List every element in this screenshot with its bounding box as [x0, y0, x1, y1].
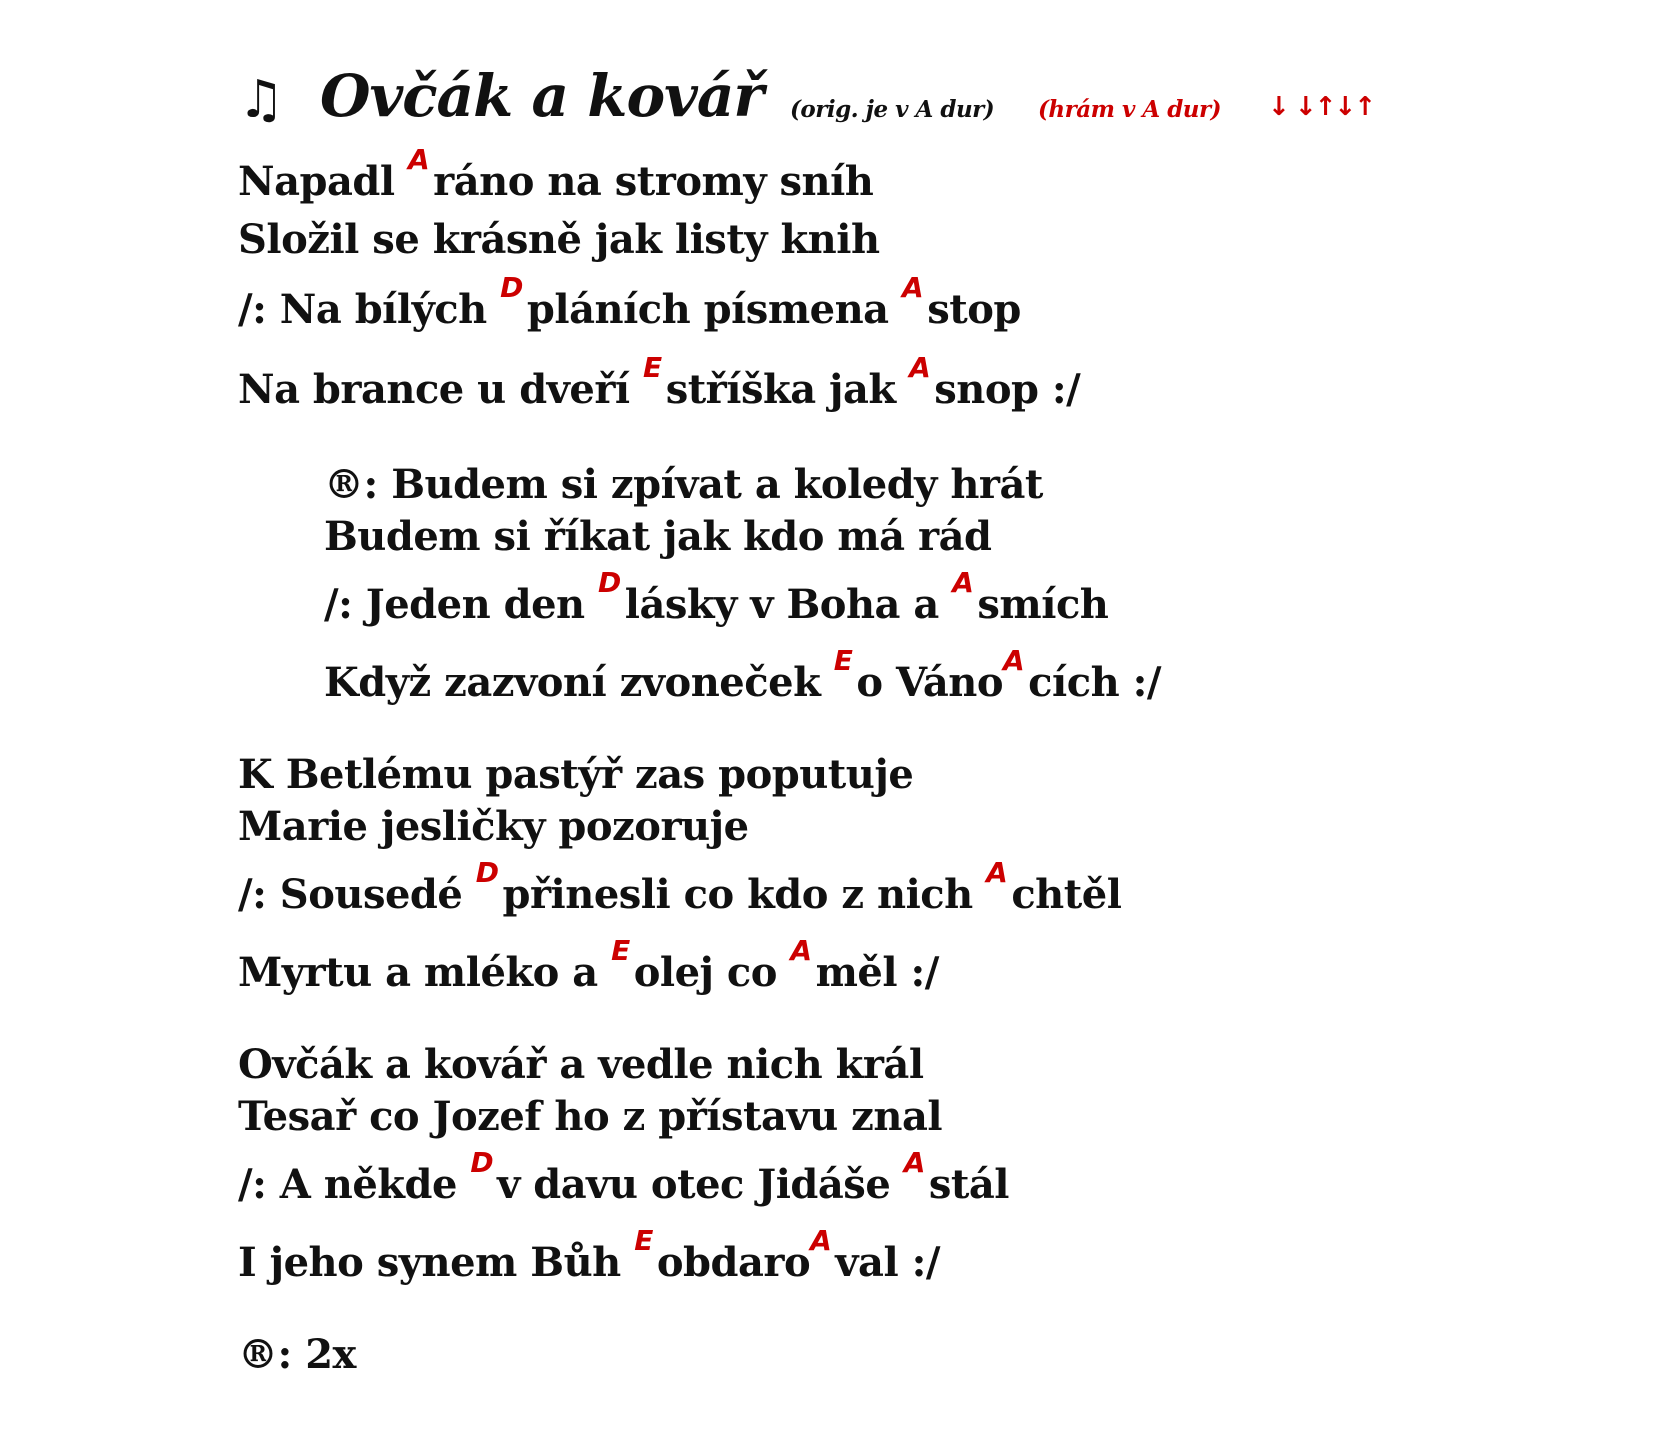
- chord-marker: A: [1003, 644, 1025, 677]
- lyric-text: /: Jeden den: [324, 581, 599, 628]
- lyric-text: Na brance u dveří: [238, 366, 644, 413]
- lyric-text: lásky v Boha a: [624, 581, 953, 628]
- lyric-text: cích :/: [1028, 659, 1161, 706]
- lyric-line: [238, 1146, 1009, 1208]
- lyric-text: obdaro: [656, 1239, 811, 1286]
- lyric-line: [238, 856, 1122, 918]
- lyric-text: přinesli co kdo z nich: [502, 871, 987, 918]
- lyric-text: stříška jak: [665, 366, 910, 413]
- lyric-text: o Váno: [856, 659, 1003, 706]
- lyric-line: [238, 216, 880, 263]
- chord-marker: D: [598, 566, 621, 599]
- chord-marker: E: [611, 934, 630, 967]
- lyric-text: olej co: [633, 949, 791, 996]
- strumming-pattern: ↓ ↓↑↓↑: [1268, 92, 1374, 122]
- lyric-text: /: A někde: [238, 1161, 471, 1208]
- lyric-text: ®: 2x: [238, 1331, 356, 1378]
- lyric-text: Marie jesličky pozoruje: [238, 803, 749, 850]
- lyric-text: stop: [927, 286, 1021, 333]
- lyric-text: měl :/: [815, 949, 939, 996]
- lyric-line: [238, 271, 1021, 333]
- lyric-text: ®: Budem si zpívat a koledy hrát: [324, 461, 1043, 508]
- chord-marker: E: [833, 644, 853, 677]
- song-title: Ovčák a kovář: [320, 62, 763, 130]
- lyric-text: K Betlému pastýř zas poputuje: [238, 751, 914, 798]
- lyric-text: ráno na stromy sníh: [433, 158, 874, 205]
- lyric-text: snop :/: [934, 366, 1081, 413]
- lyric-line: [238, 1093, 943, 1140]
- lyric-line: [238, 1224, 940, 1286]
- lyric-text: val :/: [835, 1239, 940, 1286]
- lyric-text: /: Sousedé: [238, 871, 476, 918]
- lyric-text: stál: [928, 1161, 1009, 1208]
- lyric-line: [324, 461, 1043, 508]
- lyric-text: Když zazvoní zvoneček: [324, 659, 834, 706]
- lyric-line: [238, 351, 1081, 413]
- lyric-line: [324, 644, 1161, 706]
- music-note-icon: ♫: [238, 70, 285, 130]
- chord-marker: A: [810, 1224, 832, 1257]
- chord-marker: A: [903, 1146, 925, 1179]
- lyric-text: Myrtu a mléko a: [238, 949, 612, 996]
- chord-marker: A: [952, 566, 974, 599]
- chord-marker: E: [634, 1224, 653, 1257]
- lyric-line: [238, 803, 749, 850]
- lyric-text: Tesař co Jozef ho z přístavu znal: [238, 1093, 943, 1140]
- original-key: (orig. je v A dur): [790, 96, 995, 123]
- lyric-text: smích: [977, 581, 1109, 628]
- lyric-line: [238, 1331, 356, 1378]
- lyric-text: pláních písmena: [526, 286, 903, 333]
- lyric-text: Budem si říkat jak kdo má rád: [324, 513, 992, 560]
- played-key: (hrám v A dur): [1038, 96, 1221, 123]
- chord-marker: D: [500, 271, 523, 304]
- chord-marker: E: [643, 351, 662, 384]
- chord-marker: A: [407, 143, 430, 176]
- lyric-line: [324, 566, 1109, 628]
- lyric-text: /: Na bílých: [238, 286, 501, 333]
- lyric-text: Složil se krásně jak listy knih: [238, 216, 880, 263]
- lyric-text: v davu otec Jidáše: [497, 1161, 904, 1208]
- lyric-text: Ovčák a kovář a vedle nich král: [238, 1041, 924, 1088]
- lyric-line: [238, 751, 914, 798]
- lyric-line: [238, 934, 939, 996]
- chord-marker: D: [470, 1146, 494, 1179]
- chord-marker: A: [909, 351, 931, 384]
- lyric-line: [238, 1041, 924, 1088]
- lyric-text: Napadl: [238, 158, 408, 205]
- chord-marker: D: [475, 856, 499, 889]
- chord-marker: A: [902, 271, 924, 304]
- lyric-text: I jeho synem Bůh: [238, 1239, 635, 1286]
- chord-marker: A: [986, 856, 1008, 889]
- lyric-line: [324, 513, 992, 560]
- lyric-line: [238, 143, 874, 205]
- lyric-text: chtěl: [1011, 871, 1122, 918]
- chord-marker: A: [790, 934, 812, 967]
